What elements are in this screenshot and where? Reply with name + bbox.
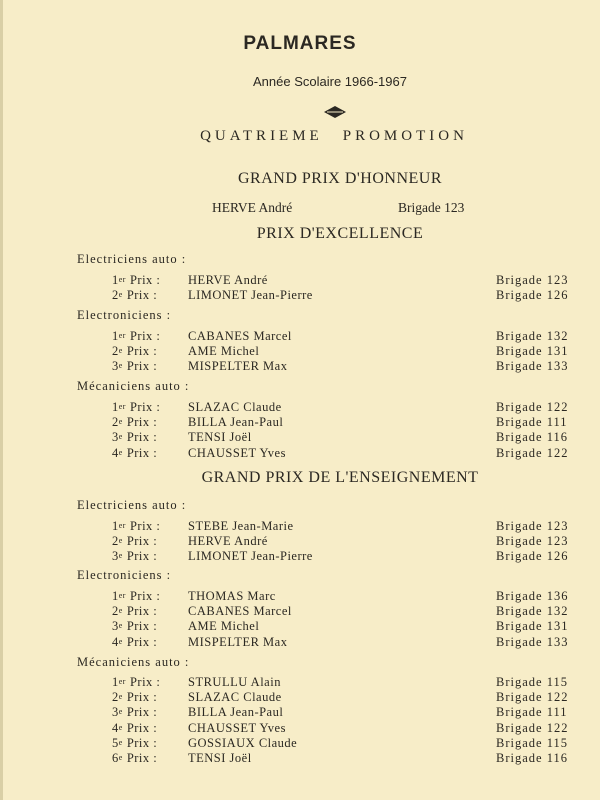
prize-label: Prix :: [129, 273, 161, 287]
laureate-brigade: Brigade 131: [496, 619, 569, 634]
laureate-name: AME Michel: [188, 619, 260, 634]
rank-number: 5: [112, 735, 119, 750]
laureate-name: MISPELTER Max: [188, 634, 288, 649]
rank-number: 6: [112, 751, 119, 765]
rank-suffix: e: [118, 621, 123, 631]
rank-number: 2: [112, 534, 119, 549]
promotion-heading: [0, 128, 600, 145]
category-label: Mécaniciens auto :: [77, 655, 190, 669]
laureate-name: AME Michel: [188, 344, 260, 359]
prize-row: [0, 751, 600, 767]
prize-rank: [112, 635, 157, 650]
rank-number: 2: [112, 344, 119, 359]
rank-number: 3: [112, 359, 119, 374]
prize-row: [0, 519, 600, 535]
prize-label: Prix :: [129, 675, 161, 689]
rank-suffix: e: [118, 346, 123, 356]
laureate-name: TENSI Joël: [188, 751, 252, 765]
laureate-brigade: Brigade 133: [496, 634, 569, 649]
prize-label: Prix :: [126, 288, 158, 303]
laureate-name: CHAUSSET Yves: [188, 445, 286, 460]
prize-rank: [112, 549, 157, 564]
laureate-name: MISPELTER Max: [188, 359, 288, 374]
rank-number: 1: [112, 675, 119, 689]
prize-rank: [112, 344, 157, 359]
rank-suffix: e: [118, 707, 123, 717]
laureate-name: SLAZAC Claude: [188, 690, 282, 705]
prize-row: [0, 400, 600, 416]
laureate-name: STRULLU Alain: [188, 675, 281, 689]
laureate-brigade: Brigade 122: [496, 445, 569, 460]
rank-number: 3: [112, 430, 119, 445]
rank-suffix: er: [118, 677, 126, 686]
prize-row: [0, 549, 600, 565]
rank-suffix: er: [118, 331, 126, 340]
prize-row: [0, 288, 600, 304]
rank-number: 3: [112, 705, 119, 720]
laureate-brigade: Brigade 133: [496, 359, 569, 374]
laureate-brigade: Brigade 132: [496, 329, 569, 343]
prize-rank: [112, 604, 157, 619]
prize-rank: [112, 415, 157, 430]
prize-rank: [112, 400, 160, 415]
rank-suffix: er: [118, 402, 126, 411]
prize-row: [0, 344, 600, 360]
laureate-brigade: Brigade 122: [496, 690, 569, 705]
prize-rank: [112, 534, 157, 549]
rank-number: 1: [112, 400, 119, 414]
laureate-brigade: Brigade 123: [496, 519, 569, 533]
prize-row: [0, 736, 600, 752]
laureate-name: BILLA Jean-Paul: [188, 705, 284, 720]
prize-label: Prix :: [126, 705, 158, 720]
prize-label: Prix :: [126, 690, 158, 705]
laureate-name: GOSSIAUX Claude: [188, 735, 298, 750]
laureate-brigade: Brigade 111: [496, 415, 568, 430]
laureate-name: LIMONET Jean-Pierre: [188, 549, 313, 564]
prize-label: Prix :: [126, 415, 158, 430]
rank-suffix: e: [118, 692, 123, 702]
prize-label: Prix :: [126, 344, 158, 359]
laureate-brigade: Brigade 115: [496, 675, 568, 689]
promotion-word-2: PROMOTION: [342, 128, 468, 144]
prize-rank: [112, 619, 157, 634]
prize-label: Prix :: [129, 329, 161, 343]
category-label: Electriciens auto :: [77, 498, 187, 512]
rank-number: 1: [112, 589, 119, 603]
laureate-name: HERVE André: [188, 534, 268, 549]
prize-label: Prix :: [126, 604, 158, 619]
prize-row: [0, 415, 600, 431]
promotion-word-1: QUATRIEME: [200, 128, 323, 144]
prize-rank: [112, 519, 160, 534]
category-label: Electroniciens :: [77, 308, 172, 322]
laureate-brigade: Brigade 131: [496, 344, 569, 359]
laureate-brigade: Brigade 122: [496, 400, 569, 414]
rank-suffix: e: [118, 737, 123, 747]
rank-suffix: e: [118, 417, 123, 427]
diamond-ornament-icon: [324, 106, 346, 118]
rank-number: 1: [112, 329, 119, 343]
prize-label: Prix :: [129, 519, 161, 533]
category-label: Mécaniciens auto :: [77, 379, 190, 393]
laureate-name: THOMAS Marc: [188, 589, 276, 603]
rank-number: 3: [112, 549, 119, 564]
prize-label: Prix :: [126, 359, 158, 374]
laureate-name: HERVE André: [188, 273, 268, 287]
prize-rank: [112, 705, 157, 720]
rank-number: 3: [112, 619, 119, 634]
rank-number: 2: [112, 690, 119, 705]
enseignement-heading: GRAND PRIX DE L'ENSEIGNEMENT: [201, 469, 479, 486]
rank-suffix: e: [118, 536, 123, 546]
honneur-brigade: Brigade 123: [398, 200, 465, 215]
laureate-brigade: Brigade 116: [496, 430, 568, 445]
prize-row: [0, 329, 600, 345]
rank-suffix: er: [118, 591, 126, 600]
rank-suffix: e: [118, 290, 123, 300]
laureate-brigade: Brigade 122: [496, 720, 569, 735]
rank-suffix: e: [118, 722, 123, 732]
prize-row: [0, 675, 600, 691]
prize-row: [0, 721, 600, 737]
laureate-name: SLAZAC Claude: [188, 400, 282, 414]
laureate-brigade: Brigade 115: [496, 735, 568, 750]
page-title: PALMARES: [243, 33, 357, 54]
laureate-name: CHAUSSET Yves: [188, 720, 286, 735]
school-year: Année Scolaire 1966-1967: [253, 74, 407, 89]
rank-suffix: e: [118, 753, 123, 762]
prize-rank: [112, 751, 157, 766]
rank-suffix: er: [118, 275, 126, 284]
rank-suffix: e: [118, 606, 123, 616]
prize-rank: [112, 288, 157, 303]
laureate-name: TENSI Joël: [188, 430, 252, 445]
laureate-brigade: Brigade 123: [496, 273, 569, 287]
prize-row: [0, 690, 600, 706]
grand-prix-honneur-heading: GRAND PRIX D'HONNEUR: [238, 170, 442, 187]
rank-suffix: e: [118, 551, 123, 561]
prize-row: [0, 430, 600, 446]
prize-row: [0, 359, 600, 375]
prize-row: [0, 534, 600, 550]
rank-number: 4: [112, 634, 119, 649]
rank-number: 4: [112, 720, 119, 735]
prize-label: Prix :: [129, 400, 161, 414]
prize-label: Prix :: [126, 634, 158, 649]
laureate-brigade: Brigade 132: [496, 604, 569, 619]
laureate-name: CABANES Marcel: [188, 329, 292, 343]
prize-label: Prix :: [129, 589, 161, 603]
prize-label: Prix :: [126, 735, 158, 750]
prize-row: [0, 446, 600, 462]
rank-number: 2: [112, 415, 119, 430]
prize-rank: [112, 359, 157, 374]
category-label: Electriciens auto :: [77, 252, 187, 266]
laureate-brigade: Brigade 123: [496, 534, 569, 549]
prize-label: Prix :: [126, 549, 158, 564]
prize-label: Prix :: [126, 720, 158, 735]
laureate-brigade: Brigade 126: [496, 288, 569, 303]
prize-label: Prix :: [126, 534, 158, 549]
laureate-name: CABANES Marcel: [188, 604, 292, 619]
prize-label: Prix :: [126, 430, 158, 445]
laureate-brigade: Brigade 126: [496, 549, 569, 564]
rank-number: 2: [112, 288, 119, 303]
prize-rank: [112, 589, 160, 604]
prize-row: [0, 619, 600, 635]
rank-suffix: e: [118, 361, 123, 371]
prize-rank: [112, 273, 160, 288]
rank-number: 2: [112, 604, 119, 619]
rank-number: 1: [112, 519, 119, 533]
excellence-heading: PRIX D'EXCELLENCE: [256, 225, 424, 242]
laureate-name: STEBE Jean-Marie: [188, 519, 294, 533]
laureate-brigade: Brigade 116: [496, 751, 568, 765]
prize-rank: [112, 690, 157, 705]
prize-rank: [112, 736, 157, 751]
rank-suffix: er: [118, 521, 126, 530]
rank-number: 1: [112, 273, 119, 287]
laureate-brigade: Brigade 136: [496, 589, 569, 603]
prize-row: [0, 589, 600, 605]
prize-rank: [112, 721, 157, 736]
prize-row: [0, 604, 600, 620]
laureate-name: BILLA Jean-Paul: [188, 415, 284, 430]
category-label: Electroniciens :: [77, 568, 172, 582]
prize-rank: [112, 675, 160, 690]
rank-suffix: e: [118, 432, 123, 442]
rank-suffix: e: [118, 447, 123, 457]
rank-suffix: e: [118, 636, 123, 646]
prize-rank: [112, 329, 160, 344]
honneur-name: HERVE André: [212, 200, 293, 215]
laureate-name: LIMONET Jean-Pierre: [188, 288, 313, 303]
prize-label: Prix :: [126, 445, 158, 460]
rank-number: 4: [112, 445, 119, 460]
prize-row: [0, 273, 600, 289]
laureate-brigade: Brigade 111: [496, 705, 568, 720]
prize-rank: [112, 430, 157, 445]
prize-row: [0, 705, 600, 721]
prize-rank: [112, 446, 157, 461]
prize-row: [0, 635, 600, 651]
prize-label: Prix :: [126, 751, 158, 765]
prize-label: Prix :: [126, 619, 158, 634]
